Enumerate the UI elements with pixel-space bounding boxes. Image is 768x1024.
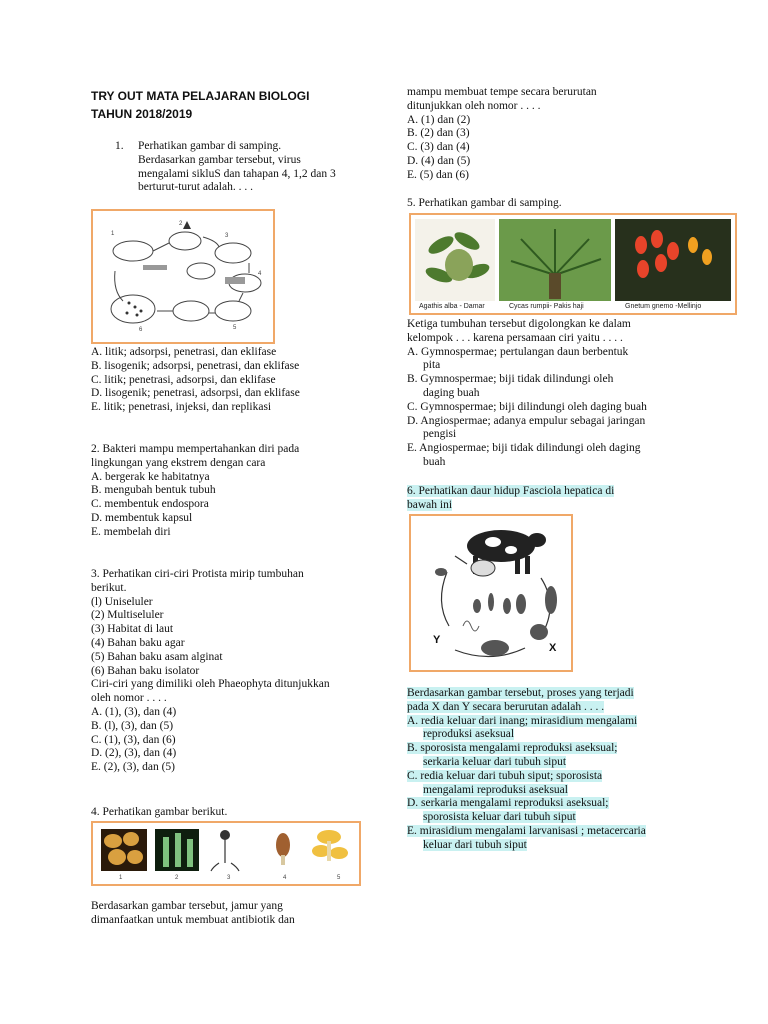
q2-line: lingkungan yang ekstrem dengan cara bbox=[91, 456, 266, 469]
option[interactable]: D. membentuk kapsul bbox=[91, 511, 193, 524]
image-label: 4 bbox=[283, 875, 287, 881]
option[interactable]: A. litik; adsorpsi, penetrasi, dan eklifase bbox=[91, 346, 277, 358]
q3-item: (3) Habitat di laut bbox=[91, 623, 174, 636]
q3-question: Ciri-ciri yang dimiliki oleh Phaeophyta ditunjukkan bbox=[91, 678, 330, 691]
option[interactable]: C. litik; penetrasi, adsorpsi, dan eklifase bbox=[91, 373, 276, 386]
title-line-2: TAHUN 2018/2019 bbox=[91, 107, 193, 121]
plant-caption: Agathis alba - Damar bbox=[419, 303, 485, 310]
option[interactable]: B. Gymnospermae; biji tidak dilindungi oleh bbox=[407, 373, 614, 386]
option[interactable]: B. (2) dan (3) bbox=[407, 127, 470, 140]
fungi-figure bbox=[91, 821, 361, 886]
q1-options bbox=[91, 346, 300, 415]
virus-cycle-diagram bbox=[93, 211, 273, 342]
q4-line: Berdasarkan gambar tersebut, jamur yang bbox=[91, 900, 283, 912]
title-line-1: TRY OUT MATA PELAJARAN BIOLOGI bbox=[91, 89, 310, 103]
q1-number: 1. bbox=[115, 140, 124, 152]
q6-intro bbox=[407, 485, 614, 513]
option[interactable]: A. (1), (3), dan (4) bbox=[91, 705, 177, 718]
option-continuation: reproduksi aseksual bbox=[423, 728, 515, 741]
image-label: 5 bbox=[337, 875, 341, 881]
option[interactable]: B. lisogenik; adsorpsi, penetrasi, dan eklifase bbox=[91, 359, 300, 372]
option[interactable]: D. (4) dan (5) bbox=[407, 154, 471, 167]
q3-item: (l) Uniseluler bbox=[91, 595, 153, 608]
option-continuation: buah bbox=[423, 455, 446, 468]
option-continuation: pengisi bbox=[423, 428, 457, 441]
q6-line: 6. Perhatikan daur hidup Fasciola hepatica di bbox=[407, 485, 615, 497]
q4-intro: 4. Perhatikan gambar berikut. bbox=[91, 806, 228, 818]
q5-line: kelompok . . . karena persamaan ciri yaitu . . . . bbox=[407, 331, 623, 344]
label-y: Y bbox=[433, 634, 441, 646]
option[interactable]: B. sporosista mengalami reproduksi aseksual; bbox=[407, 742, 618, 755]
option[interactable]: D. (2), (3), dan (4) bbox=[91, 747, 177, 760]
step-label: 5 bbox=[233, 325, 237, 331]
q1-stem bbox=[138, 140, 336, 195]
label-x: X bbox=[549, 642, 557, 654]
image-label: 3 bbox=[227, 875, 231, 881]
step-label: 3 bbox=[225, 233, 229, 239]
fungi-images bbox=[93, 823, 359, 884]
step-label: 6 bbox=[139, 327, 143, 333]
q3-item: (2) Multiseluler bbox=[91, 609, 164, 622]
plant-photos bbox=[411, 215, 735, 313]
step-label: 1 bbox=[111, 231, 115, 237]
q1-line: Berdasarkan gambar tersebut, virus bbox=[138, 153, 301, 166]
q4-question-right bbox=[407, 86, 597, 183]
option[interactable]: B. mengubah bentuk tubuh bbox=[91, 484, 216, 497]
option[interactable]: B. (l), (3), dan (5) bbox=[91, 719, 174, 732]
option-continuation: pita bbox=[423, 359, 441, 372]
image-label: 1 bbox=[119, 875, 123, 881]
q4-line: dimanfaatkan untuk membuat antibiotik dan bbox=[91, 913, 295, 926]
plant-caption: Cycas rumpii- Pakis haji bbox=[509, 303, 584, 310]
option[interactable]: C. Gymnospermae; biji dilindungi oleh daging buah bbox=[407, 400, 647, 413]
option[interactable]: E. (2), (3), dan (5) bbox=[91, 761, 175, 774]
q1-line: mengalami sikluS dan tahapan 4, 1,2 dan 3 bbox=[138, 167, 336, 180]
option[interactable]: A. bergerak ke habitatnya bbox=[91, 470, 210, 483]
q4-line: mampu membuat tempe secara berurutan bbox=[407, 86, 597, 98]
q2-line: 2. Bakteri mampu mempertahankan diri pada bbox=[91, 443, 300, 455]
virus-cycle-figure bbox=[91, 209, 275, 344]
option[interactable]: E. litik; penetrasi, injeksi, dan replikasi bbox=[91, 401, 272, 414]
option[interactable]: C. (1), (3), dan (6) bbox=[91, 733, 176, 746]
option[interactable]: D. lisogenik; penetrasi, adsorpsi, dan eklifase bbox=[91, 387, 300, 400]
q6-question: Berdasarkan gambar tersebut, proses yang terjadi bbox=[407, 687, 634, 699]
q6-question: pada X dan Y secara berurutan adalah . . . . bbox=[407, 700, 605, 713]
fasciola-lifecycle-figure bbox=[409, 514, 573, 672]
option[interactable]: D. Angiospermae; adanya empulur sebagai jaringan bbox=[407, 414, 646, 427]
option-continuation: keluar dari tubuh siput bbox=[423, 838, 527, 851]
option[interactable]: E. mirasidium mengalami larvanisasi ; metacercaria bbox=[407, 824, 646, 837]
step-label: 4 bbox=[258, 271, 262, 277]
q6-block bbox=[407, 687, 646, 853]
option[interactable]: C. membentuk endospora bbox=[91, 498, 209, 511]
q5-line: Ketiga tumbuhan tersebut digolongkan ke dalam bbox=[407, 318, 631, 330]
q5-intro: 5. Perhatikan gambar di samping. bbox=[407, 197, 562, 209]
q4-question-left bbox=[91, 900, 295, 928]
q3-line: berikut. bbox=[91, 581, 127, 594]
q3-block bbox=[91, 568, 330, 775]
gymnosperm-figure bbox=[409, 213, 737, 315]
option[interactable]: E. (5) dan (6) bbox=[407, 168, 469, 181]
option[interactable]: A. (1) dan (2) bbox=[407, 113, 471, 126]
option[interactable]: D. serkaria mengalami reproduksi aseksual; bbox=[407, 797, 609, 810]
option-continuation: serkaria keluar dari tubuh siput bbox=[423, 755, 567, 768]
q2-block bbox=[91, 443, 299, 540]
step-label: 2 bbox=[179, 221, 183, 227]
option[interactable]: C. redia keluar dari tubuh siput; sporosista bbox=[407, 769, 603, 782]
option[interactable]: A. Gymnospermae; pertulangan daun berbentuk bbox=[407, 345, 629, 358]
fasciola-lifecycle-diagram bbox=[411, 516, 571, 670]
option-continuation: sporosista keluar dari tubuh siput bbox=[423, 811, 576, 824]
q3-item: (6) Bahan baku isolator bbox=[91, 664, 200, 677]
q3-item: (4) Bahan baku agar bbox=[91, 636, 185, 649]
q3-item: (5) Bahan baku asam alginat bbox=[91, 650, 223, 663]
option[interactable]: E. Angiospermae; biji tidak dilindungi oleh daging bbox=[407, 442, 641, 455]
q1-line: Perhatikan gambar di samping. bbox=[138, 140, 282, 152]
option-continuation: mengalami reproduksi aseksual bbox=[423, 783, 568, 796]
option-continuation: daging buah bbox=[423, 386, 480, 399]
q1-line: berturut-turut adalah. . . . bbox=[138, 181, 253, 194]
document-title bbox=[91, 87, 309, 123]
option[interactable]: C. (3) dan (4) bbox=[407, 141, 470, 154]
option[interactable]: A. redia keluar dari inang; mirasidium mengalami bbox=[407, 714, 638, 727]
q6-line: bawah ini bbox=[407, 498, 453, 511]
q3-question: oleh nomor . . . . bbox=[91, 692, 167, 705]
q4-line: ditunjukkan oleh nomor . . . . bbox=[407, 99, 541, 112]
q3-line: 3. Perhatikan ciri-ciri Protista mirip tumbuhan bbox=[91, 568, 304, 580]
q5-block bbox=[407, 318, 647, 470]
image-label: 2 bbox=[175, 875, 179, 881]
plant-caption: Gnetum gnemo -Mellinjo bbox=[625, 303, 702, 310]
option[interactable]: E. membelah diri bbox=[91, 525, 171, 538]
